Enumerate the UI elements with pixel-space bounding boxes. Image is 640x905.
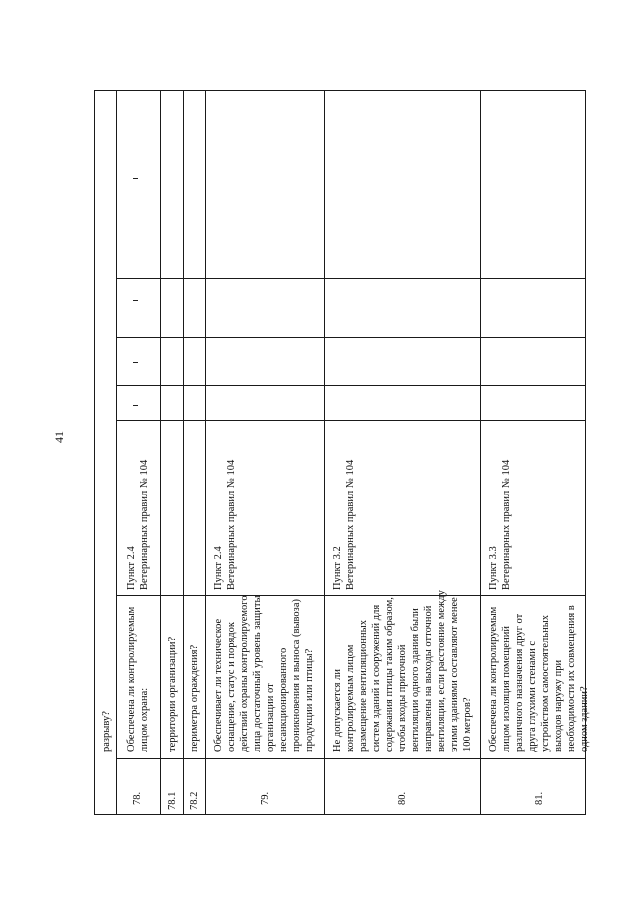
question-text: Обеспечена ли контролируемым лицом изоляция помещений различного назначения друг от друга глухими стенами с устройством самостоятельных выходов наружу при необходимости их совмещения в одном здании? xyxy=(488,605,590,752)
reference-text: Пункт 2.4 Ветеринарных правил № 104 xyxy=(213,459,237,590)
row-number: 78. xyxy=(132,791,143,805)
table-border-bottom xyxy=(94,814,586,815)
question-text: территории организации? xyxy=(167,636,178,752)
row-number: 78.1 xyxy=(167,791,178,810)
page-number: 41 xyxy=(52,431,66,443)
row-number: 78.2 xyxy=(189,791,200,810)
column-separator xyxy=(116,278,585,279)
reference-text: Пункт 3.2 Ветеринарных правил № 104 xyxy=(332,459,356,590)
row-number: 80. xyxy=(397,791,408,805)
reference-text: Пункт 3.3 Ветеринарных правил № 104 xyxy=(488,459,512,590)
table-border-left xyxy=(94,90,95,815)
question-text: разрыву? xyxy=(101,711,112,752)
row-number: 79. xyxy=(260,791,271,805)
question-text: Обеспечивает ли техническое оснащение, статус и порядок действий охраны контролируемого лица достаточный уровень защиты организации от несанкционированного проникновения и выноса (вывоза) продукции или птицы? xyxy=(213,595,315,752)
question-text: Обеспечена ли контролируемым лицом охрана: xyxy=(126,606,150,752)
question-text: Не допускается ли контролируемым лицом размещение вентиляционных систем зданий и сооружений для содержания птицы таким образом, чтобы входы приточной вентиляции одного здания были направлены на выходы отточной вентиляции, если расстояние между этими зданиями составляют менее 100 метров? xyxy=(332,590,473,752)
column-separator xyxy=(116,758,585,759)
answer-mark xyxy=(133,178,138,179)
answer-mark xyxy=(133,362,138,363)
row-separator xyxy=(205,90,206,815)
row-separator xyxy=(116,90,117,815)
row-number: 81. xyxy=(534,791,545,805)
row-separator xyxy=(324,90,325,815)
row-separator xyxy=(480,90,481,815)
column-separator xyxy=(116,337,585,338)
reference-text: Пункт 2.4 Ветеринарных правил № 104 xyxy=(126,459,150,590)
column-separator xyxy=(116,385,585,386)
question-text: периметра ограждения? xyxy=(189,644,200,752)
row-separator xyxy=(160,90,161,815)
table-border-top xyxy=(94,90,585,91)
column-separator xyxy=(116,420,585,421)
answer-mark xyxy=(133,405,138,406)
row-separator xyxy=(183,90,184,815)
answer-mark xyxy=(133,300,138,301)
